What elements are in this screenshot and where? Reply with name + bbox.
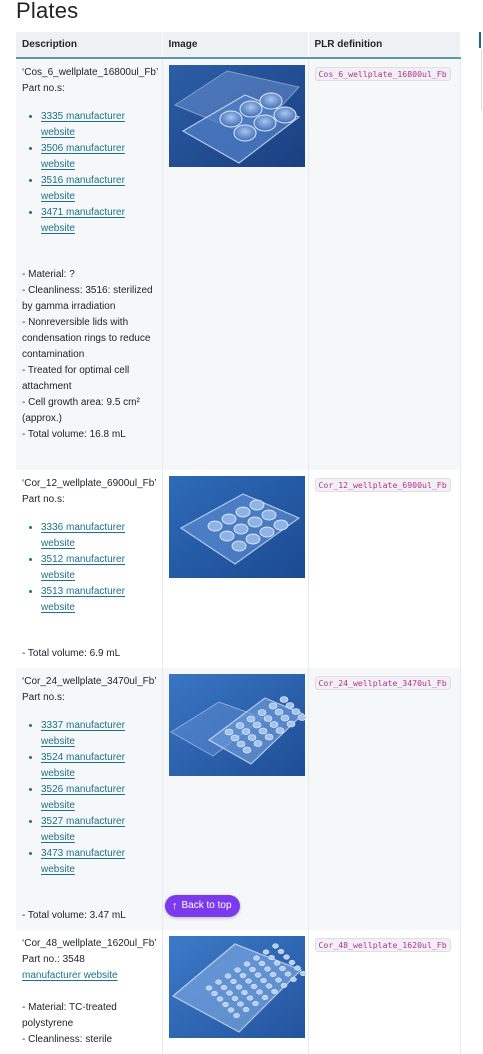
plate-image-24-well bbox=[169, 674, 305, 776]
toc-rail bbox=[481, 50, 482, 110]
plate-name: ‘Cor_48_wellplate_1620ul_Fb’ bbox=[22, 938, 157, 949]
manufacturer-link-3513[interactable]: 3513 manufacturer website bbox=[41, 586, 125, 613]
property-treatment: - Treated for optimal cell attachment bbox=[22, 365, 130, 392]
manufacturer-link-3512[interactable]: 3512 manufacturer website bbox=[41, 554, 125, 581]
manufacturer-link-3548[interactable]: manufacturer website bbox=[22, 970, 118, 981]
manufacturer-link-3506[interactable]: 3506 manufacturer website bbox=[41, 143, 125, 170]
property-material: - Material: TC-treated polystyrene bbox=[22, 1002, 117, 1029]
back-to-top-button[interactable] bbox=[165, 895, 240, 917]
part-links-list bbox=[22, 109, 156, 237]
manufacturer-link-3526[interactable]: 3526 manufacturer website bbox=[41, 784, 125, 811]
plr-cell bbox=[308, 930, 460, 1054]
manufacturer-link-3471[interactable]: 3471 manufacturer website bbox=[41, 207, 125, 234]
table-row bbox=[16, 668, 460, 930]
part-links-list bbox=[22, 520, 156, 616]
manufacturer-link-3473[interactable]: 3473 manufacturer website bbox=[41, 848, 125, 875]
plr-definition-code: Cor_24_wellplate_3470ul_Fb bbox=[315, 676, 451, 690]
plate-name: ‘Cos_6_wellplate_16800ul_Fb’ bbox=[22, 67, 159, 78]
list-item bbox=[41, 109, 156, 141]
table-row bbox=[16, 470, 460, 668]
manufacturer-link-3336[interactable]: 3336 manufacturer website bbox=[41, 522, 125, 549]
property-total-volume: - Total volume: 3.47 mL bbox=[22, 910, 126, 921]
part-numbers-label: Part no.s: bbox=[22, 494, 65, 505]
plate-image-6-well bbox=[169, 65, 305, 167]
list-item bbox=[41, 520, 156, 552]
plr-cell bbox=[308, 668, 460, 930]
page-title: Plates bbox=[16, 0, 79, 23]
property-growth-area: - Cell growth area: 9.5 cm² (approx.) bbox=[22, 397, 140, 424]
toc-scroll-indicator bbox=[479, 32, 481, 48]
table-row bbox=[16, 930, 460, 1054]
property-cleanliness: - Cleanliness: 3516: sterilized by gamma irradiation bbox=[22, 285, 153, 312]
plr-definition-code: Cor_12_wellplate_6900ul_Fb bbox=[315, 478, 451, 492]
manufacturer-link-3337[interactable]: 3337 manufacturer website bbox=[41, 720, 125, 747]
plr-cell bbox=[308, 470, 460, 668]
plr-cell bbox=[308, 58, 460, 470]
description-cell bbox=[16, 668, 162, 930]
list-item bbox=[41, 173, 156, 205]
description-cell bbox=[16, 58, 162, 470]
description-cell bbox=[16, 930, 162, 1054]
property-lids: - Nonreversible lids with condensation rings to reduce contamination bbox=[22, 317, 151, 360]
list-item bbox=[41, 718, 156, 750]
list-item bbox=[41, 814, 156, 846]
column-header-description: Description bbox=[16, 32, 162, 58]
property-cleanliness: - Cleanliness: sterile bbox=[22, 1034, 113, 1045]
part-numbers-label: Part no.s: bbox=[22, 83, 65, 94]
plr-definition-code: Cos_6_wellplate_16800ul_Fb bbox=[315, 67, 451, 81]
list-item bbox=[41, 552, 156, 584]
list-item bbox=[41, 584, 156, 616]
description-cell bbox=[16, 470, 162, 668]
manufacturer-link-3516[interactable]: 3516 manufacturer website bbox=[41, 175, 125, 202]
list-item bbox=[41, 782, 156, 814]
table-header-row bbox=[16, 32, 460, 58]
list-item bbox=[41, 141, 156, 173]
manufacturer-link-3524[interactable]: 3524 manufacturer website bbox=[41, 752, 125, 779]
plate-name: ‘Cor_12_wellplate_6900ul_Fb’ bbox=[22, 478, 157, 489]
image-cell bbox=[162, 668, 308, 930]
property-material: - Material: ? bbox=[22, 269, 75, 280]
part-numbers-label: Part no.s: bbox=[22, 692, 65, 703]
column-header-image: Image bbox=[162, 32, 308, 58]
part-links-list bbox=[22, 718, 156, 878]
image-cell bbox=[162, 58, 308, 470]
part-numbers-label: Part no.: 3548 bbox=[22, 954, 85, 965]
image-cell bbox=[162, 470, 308, 668]
property-total-volume: - Total volume: 16.8 mL bbox=[22, 429, 126, 440]
list-item bbox=[41, 205, 156, 237]
plate-image-48-well bbox=[169, 936, 305, 1038]
list-item bbox=[41, 750, 156, 782]
column-header-plr-definition: PLR definition bbox=[308, 32, 460, 58]
arrow-up-icon: ↑ bbox=[172, 900, 178, 912]
plr-definition-code: Cor_48_wellplate_1620ul_Fb bbox=[315, 938, 451, 952]
table-row bbox=[16, 58, 460, 470]
manufacturer-link-3527[interactable]: 3527 manufacturer website bbox=[41, 816, 125, 843]
manufacturer-link-3335[interactable]: 3335 manufacturer website bbox=[41, 111, 125, 138]
property-total-volume: - Total volume: 6.9 mL bbox=[22, 648, 121, 659]
image-cell bbox=[162, 930, 308, 1054]
plate-name: ‘Cor_24_wellplate_3470ul_Fb’ bbox=[22, 676, 157, 687]
plate-image-12-well bbox=[169, 476, 305, 578]
back-to-top-label: Back to top bbox=[181, 900, 232, 911]
list-item bbox=[41, 846, 156, 878]
